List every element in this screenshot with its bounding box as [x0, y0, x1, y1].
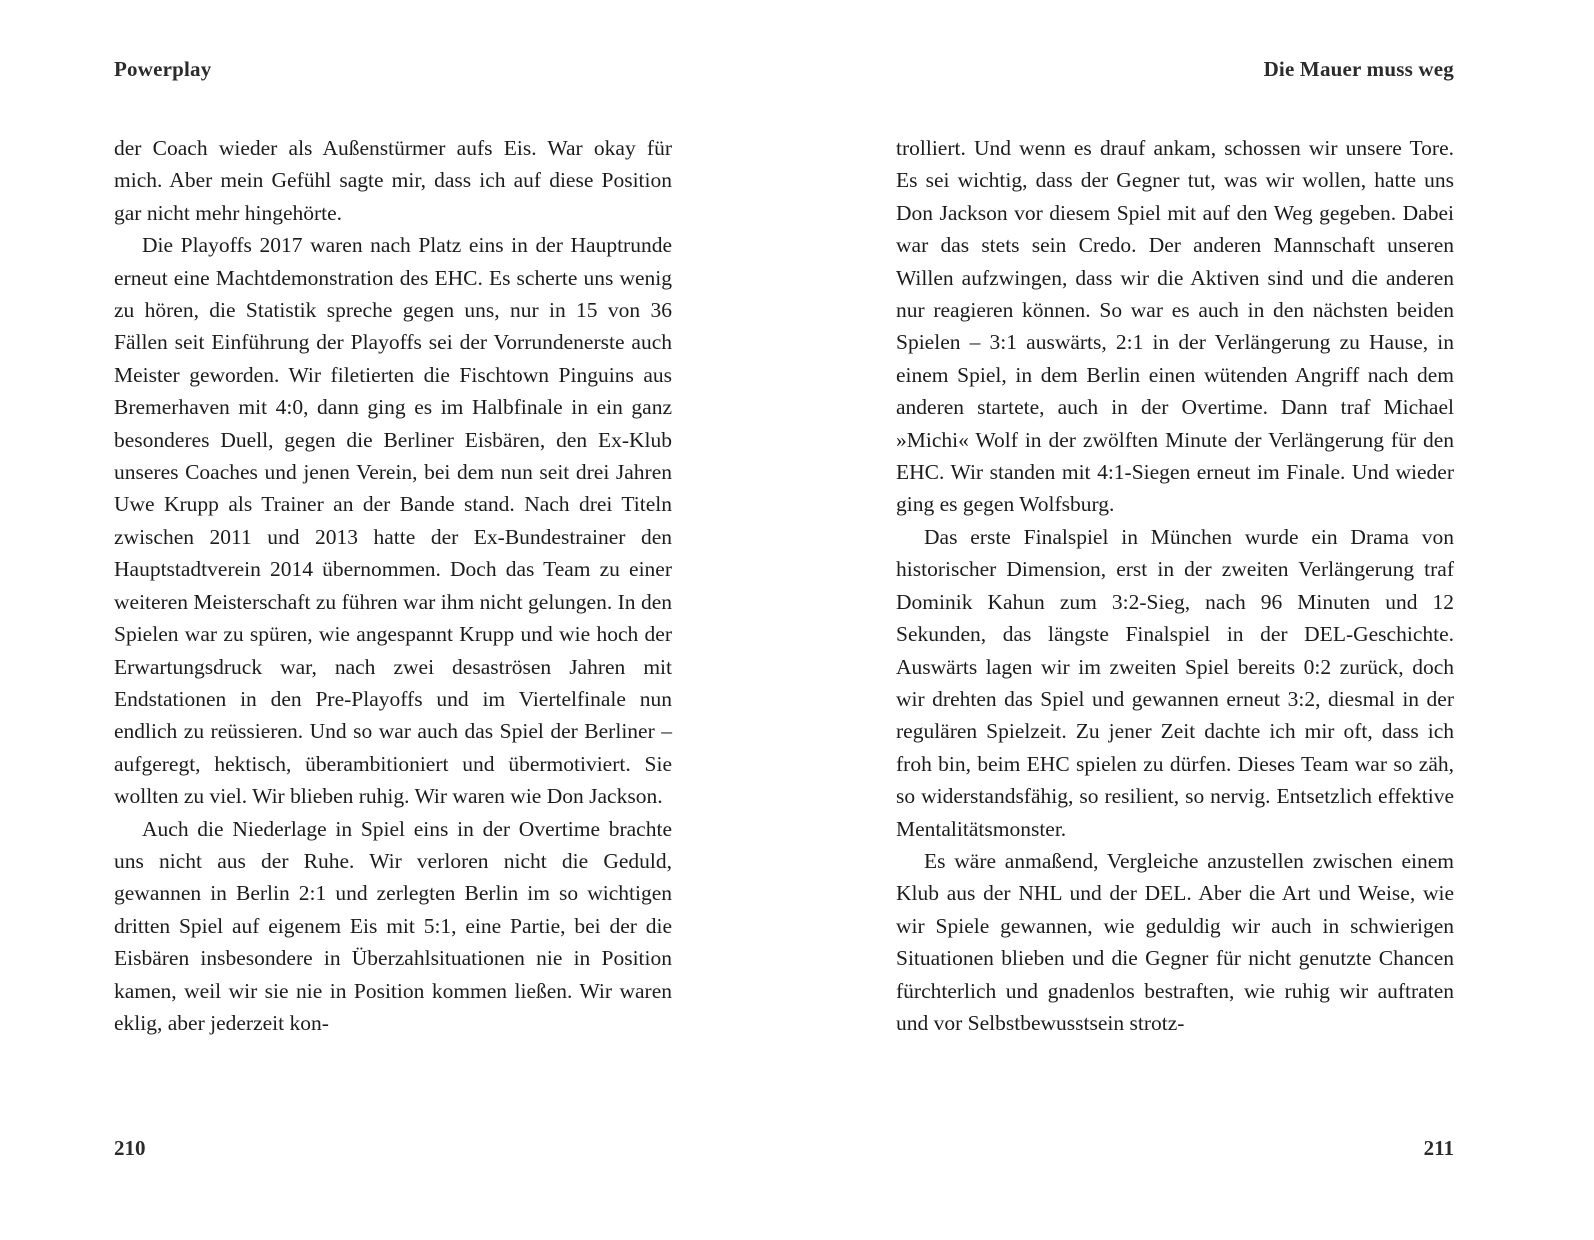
paragraph: Das erste Finalspiel in München wurde ein Drama von historischer Dimension, erst in der zweiten Verlängerung traf Dominik Kahun zum 3:2-Sieg, nach 96 Minuten und 12 Sekunden, das längste Finalspiel in der DEL-Geschichte. Auswärts lagen wir im zweiten Spiel bereits 0:2 zurück, doch wir drehten das Spiel und gewannen erneut 3:2, diesmal in der regulären Spielzeit. Zu jener Zeit dachte ich mir oft, dass ich froh bin, beim EHC spielen zu dürfen. Dieses Team war so zäh, so widerstandsfähig, so resilient, so nervig. Entsetzlich effektive Mentalitätsmonster.: [896, 524, 1454, 841]
page-number-right: 211: [1423, 1136, 1454, 1160]
page-right-body: [896, 132, 1454, 1039]
paragraph: trolliert. Und wenn es drauf ankam, schossen wir unsere Tore. Es sei wichtig, dass der Gegner tut, was wir wollen, hatte uns Don Jackson vor diesem Spiel mit auf den Weg gegeben. Dabei war das stets sein Credo. Der anderen Mannschaft unseren Willen aufzwingen, dass wir die Aktiven sind und die anderen nur reagieren können. So war es auch in den nächsten beiden Spielen – 3:1 auswärts, 2:1 in der Verlängerung zu Hause, in einem Spiel, in dem Berlin einen wütenden Angriff nach dem anderen startete, auch in der Overtime. Dann traf Michael »Michi« Wolf in der zwölften Minute der Verlängerung für den EHC. Wir standen mit 4:1-Siegen erneut im Finale. Und wieder ging es gegen Wolfsburg.: [896, 136, 1454, 517]
running-header-left: Powerplay: [114, 57, 212, 81]
page-right: [896, 56, 1454, 1039]
paragraph: der Coach wieder als Außenstürmer aufs Eis. War okay für mich. Aber mein Gefühl sagte mir, dass ich auf diese Position gar nicht mehr hingehörte.: [114, 136, 672, 225]
paragraph: Auch die Niederlage in Spiel eins in der Overtime brachte uns nicht aus der Ruhe. Wir verloren nicht die Geduld, gewannen in Berlin 2:1 und zerlegten Berlin im so wichtigen dritten Spiel auf eigenem Eis mit 5:1, eine Partie, bei der die Eisbären insbesondere in Überzahlsituationen nie in Position kamen, weil wir sie nie in Position kommen ließen. Wir waren eklig, aber jederzeit kon-: [114, 816, 672, 1035]
page-number-left: 210: [114, 1136, 146, 1160]
page-left-body: [114, 132, 672, 1039]
running-header-right: Die Mauer muss weg: [1263, 57, 1454, 81]
paragraph: Es wäre anmaßend, Vergleiche anzustellen zwischen einem Klub aus der NHL und der DEL. Aber die Art und Weise, wie wir Spiele gewannen, wie geduldig wir auch in schwierigen Situationen blieben und die Gegner für nicht genutzte Chancen fürchterlich und gnadenlos bestraften, wie ruhig wir auftraten und vor Selbstbewusstsein strotz-: [896, 848, 1454, 1035]
page-left: [114, 56, 672, 1039]
paragraph: Die Playoffs 2017 waren nach Platz eins in der Hauptrunde erneut eine Machtdemonstration des EHC. Es scherte uns wenig zu hören, die Statistik spreche gegen uns, nur in 15 von 36 Fällen seit Einführung der Playoffs sei der Vorrundenerste auch Meister geworden. Wir filetierten die Fischtown Pinguins aus Bremerhaven mit 4:0, dann ging es im Halbfinale in ein ganz besonderes Duell, gegen die Berliner Eisbären, den Ex-Klub unseres Coaches und jenen Verein, bei dem nun seit drei Jahren Uwe Krupp als Trainer an der Bande stand. Nach drei Titeln zwischen 2011 und 2013 hatte der Ex-Bundestrainer den Hauptstadtverein 2014 übernommen. Doch das Team zu einer weiteren Meisterschaft zu führen war ihm nicht gelungen. In den Spielen war zu spüren, wie angespannt Krupp und wie hoch der Erwartungsdruck war, nach zwei desaströsen Jahren mit Endstationen in den Pre-Playoffs und im Viertelfinale nun endlich zu reüssieren. Und so war auch das Spiel der Berliner – aufgeregt, hektisch, überambitioniert und übermotiviert. Sie wollten zu viel. Wir blieben ruhig. Wir waren wie Don Jackson.: [114, 233, 672, 809]
